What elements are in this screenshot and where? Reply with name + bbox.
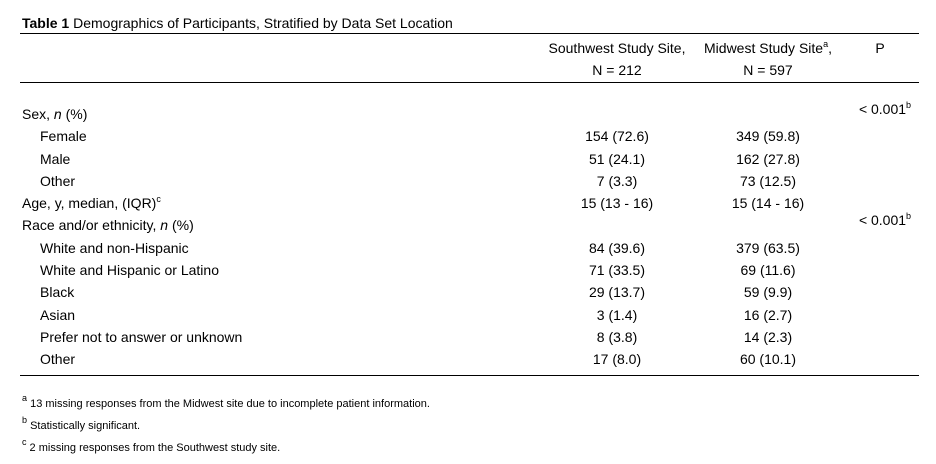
row-label-italic: n: [53, 106, 62, 122]
row-label: White and Hispanic or Latino: [40, 262, 219, 279]
row-label-italic: n: [160, 217, 169, 234]
row-label-text: Race and/or ethnicity,: [22, 217, 161, 234]
cell-midwest: 60 (10.1): [739, 351, 797, 368]
row-label-sup: c: [156, 194, 161, 205]
row-label: Male: [40, 150, 71, 167]
footnotes: [22, 393, 430, 459]
table-row: [0, 304, 936, 326]
cell-p: [850, 209, 920, 231]
bottom-rule: [20, 375, 919, 376]
cell-southwest: 17 (8.0): [592, 351, 642, 368]
table-body: [0, 100, 936, 371]
footnote-text: Statistically significant.: [27, 420, 141, 432]
table-row: [0, 192, 936, 214]
column-header-midwest: [692, 37, 844, 59]
footnote-c: [22, 437, 430, 459]
cell-p-sup: b: [906, 211, 912, 222]
footnote-a: [22, 393, 430, 415]
footnote-text: 2 missing responses from the Southwest study site.: [26, 442, 281, 454]
table-row: [0, 348, 936, 370]
cell-midwest: 16 (2.7): [743, 306, 793, 323]
cell-southwest: 8 (3.8): [596, 328, 638, 345]
table-number: Table 1: [22, 15, 70, 31]
cell-midwest: 15 (14 - 16): [731, 195, 805, 212]
cell-midwest: 14 (2.3): [743, 328, 793, 345]
table-row: [0, 170, 936, 192]
row-label-text: Sex,: [22, 106, 54, 122]
cell-southwest: 84 (39.6): [588, 239, 646, 256]
row-label: [22, 103, 87, 125]
header-rule: [20, 82, 919, 83]
row-label-text: Age, y, median, (IQR): [22, 195, 157, 212]
column-header-midwest-n: N = 597: [743, 62, 793, 78]
footnote-mark: c: [22, 437, 27, 447]
cell-southwest: 7 (3.3): [596, 172, 638, 189]
row-label: Prefer not to answer or unknown: [40, 328, 243, 345]
top-rule: [20, 33, 919, 34]
column-header-midwest-suffix: ,: [828, 40, 832, 56]
row-label: White and non-Hispanic: [40, 239, 189, 256]
cell-midwest: 379 (63.5): [736, 239, 800, 256]
row-label: Asian: [40, 306, 76, 323]
table-row: [0, 281, 936, 303]
cell-p-value: < 0.001: [858, 101, 907, 117]
footnote-b: [22, 415, 430, 437]
table-row: [0, 100, 936, 125]
footnote-mark: a: [22, 393, 28, 403]
table-row: [0, 211, 936, 236]
table-title: [22, 14, 453, 32]
cell-southwest: 71 (33.5): [588, 262, 646, 279]
table-row: [0, 326, 936, 348]
column-header-midwest-sup: a: [823, 39, 829, 49]
column-header-southwest: Southwest Study Site,: [548, 40, 686, 56]
cell-p-value: < 0.001: [858, 212, 907, 229]
cell-midwest: 69 (11.6): [740, 262, 796, 279]
cell-midwest: 349 (59.8): [736, 128, 800, 145]
row-label: Black: [40, 284, 75, 301]
cell-southwest: 29 (13.7): [588, 284, 646, 301]
cell-southwest: 154 (72.6): [585, 128, 649, 145]
cell-midwest: 59 (9.9): [743, 284, 793, 301]
footnote-mark: b: [22, 415, 28, 425]
row-label: Other: [40, 351, 76, 368]
row-label: Other: [40, 172, 76, 189]
row-label-tail: (%): [61, 106, 88, 122]
table-row: [0, 125, 936, 147]
table-row: [0, 237, 936, 259]
row-label: Female: [40, 128, 87, 145]
cell-midwest: 73 (12.5): [739, 172, 797, 189]
cell-southwest: 3 (1.4): [596, 306, 638, 323]
column-header-southwest-n: N = 212: [592, 62, 642, 78]
row-label: [22, 214, 194, 236]
cell-southwest: 51 (24.1): [588, 150, 646, 167]
footnote-text: 13 missing responses from the Midwest site due to incomplete patient information.: [27, 398, 430, 410]
cell-midwest: 162 (27.8): [736, 150, 800, 167]
table-row: [0, 259, 936, 281]
row-label-tail: (%): [168, 217, 194, 234]
row-label: [22, 192, 161, 214]
column-header-midwest-name: Midwest Study Site: [704, 40, 824, 56]
cell-southwest: 15 (13 - 16): [580, 195, 654, 212]
column-header-p: P: [875, 40, 885, 56]
table-caption: Demographics of Participants, Stratified by Data Set Location: [73, 15, 453, 31]
cell-p: [850, 98, 920, 120]
cell-p-sup: b: [906, 100, 912, 110]
table-row: [0, 148, 936, 170]
